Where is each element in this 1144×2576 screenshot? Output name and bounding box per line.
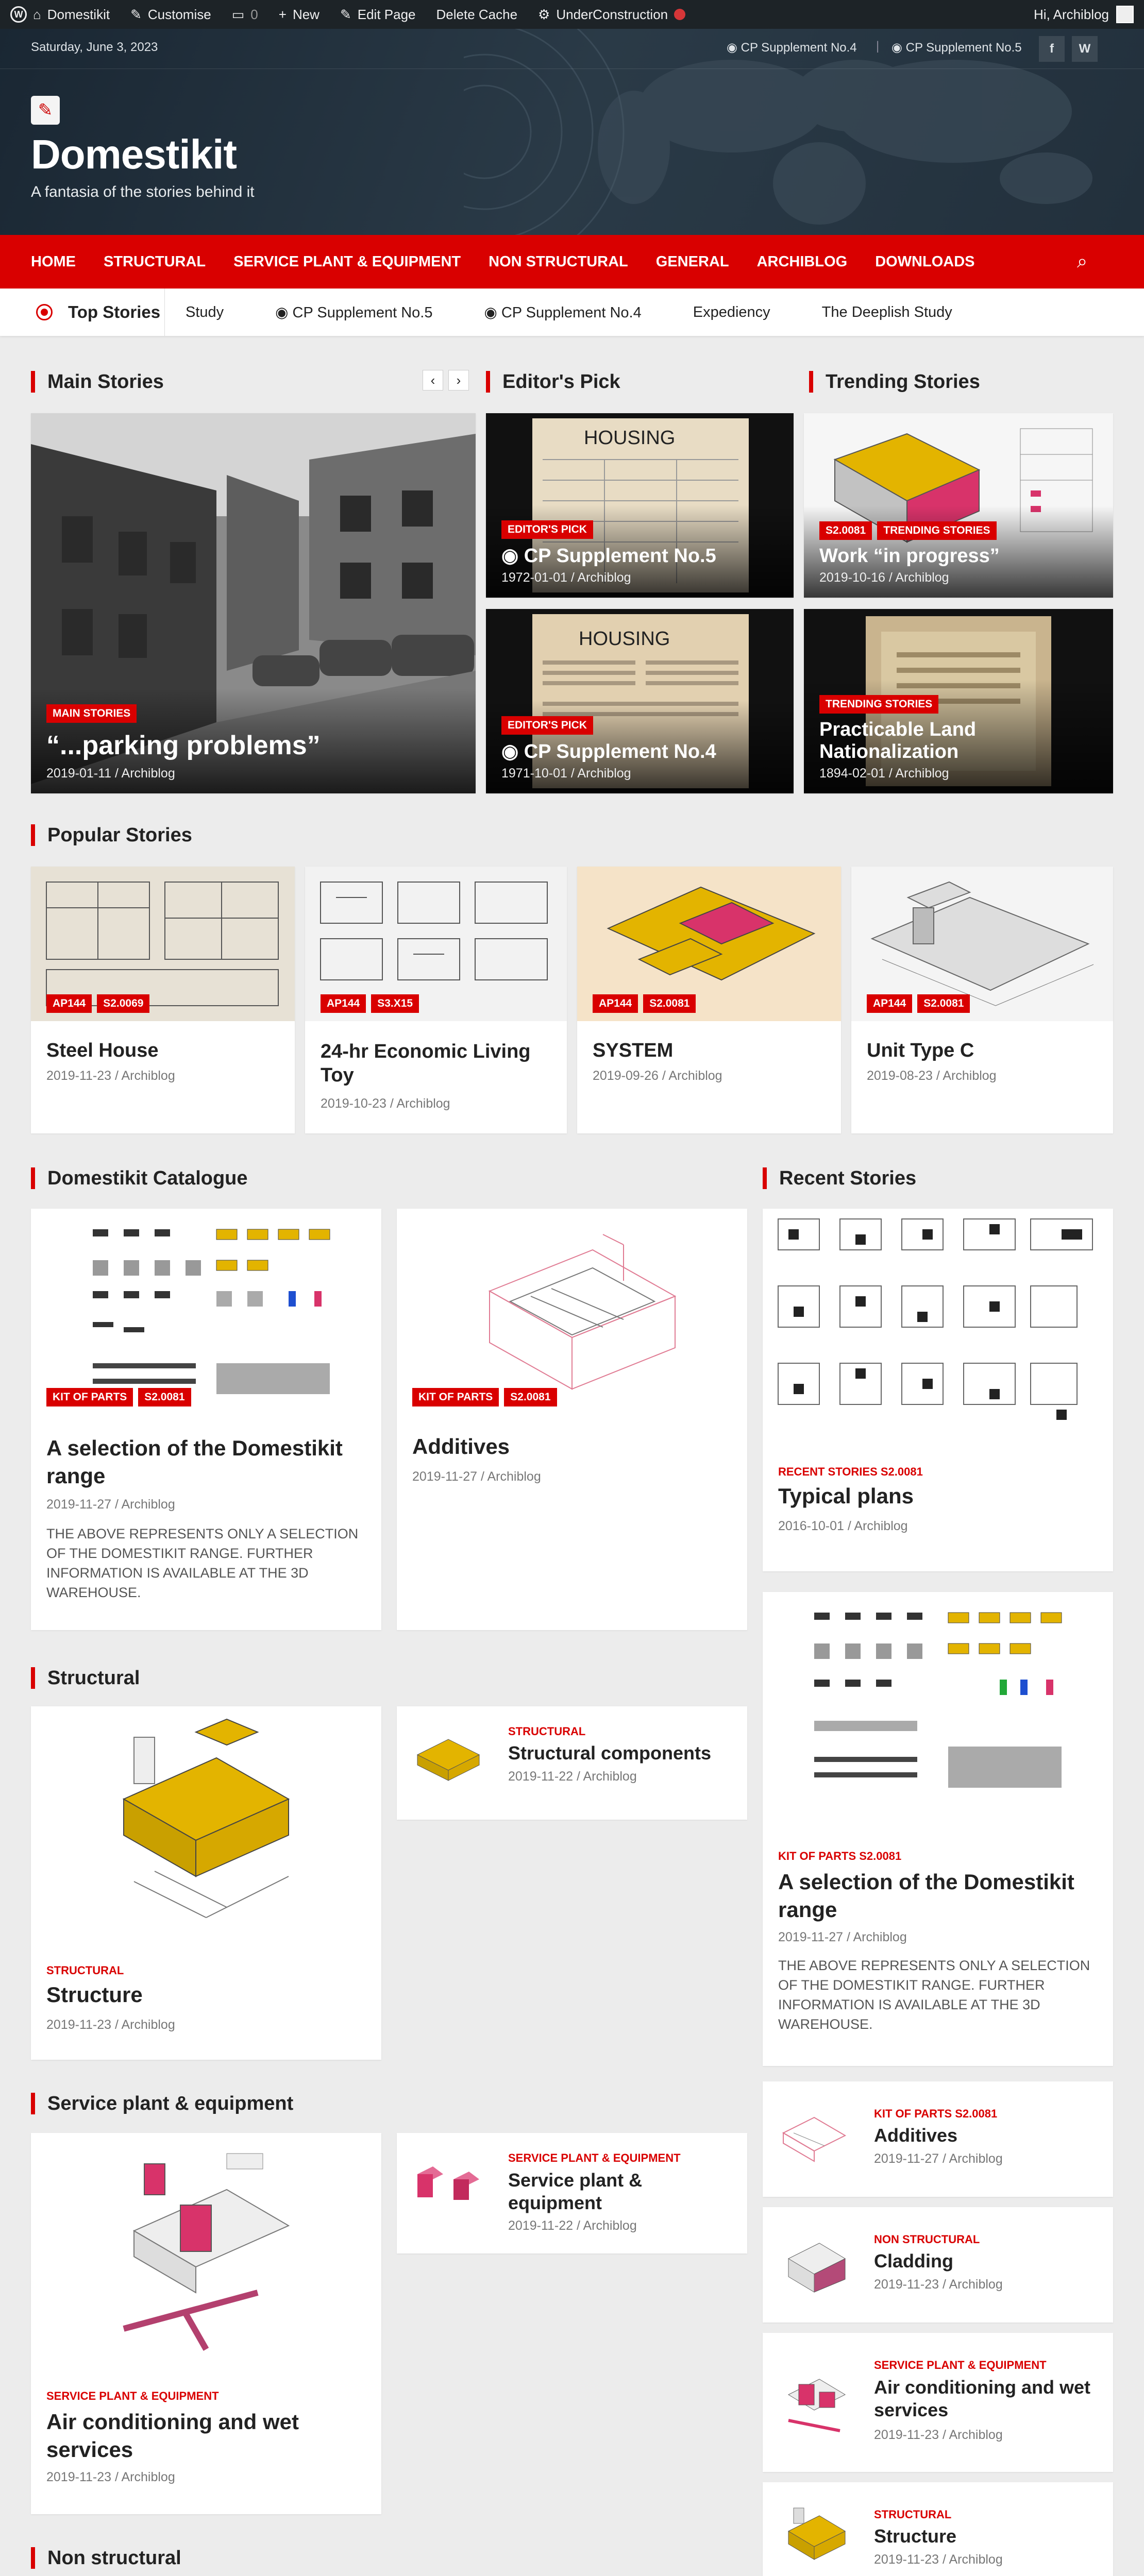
ticker-item-2-label[interactable]: CP Supplement No.5 bbox=[292, 304, 433, 321]
popular-1-author[interactable]: Archiblog bbox=[121, 1069, 175, 1083]
main-navigation bbox=[0, 235, 1144, 289]
admin-delete-cache[interactable] bbox=[436, 7, 518, 23]
nav-archiblog[interactable]: ARCHIBLOG bbox=[756, 253, 848, 270]
recent-list-4-cat[interactable]: STRUCTURAL bbox=[874, 2508, 952, 2521]
site-tagline: A fantasia of the stories behind it bbox=[31, 183, 255, 200]
recent-2-excerpt: THE ABOVE REPRESENTS ONLY A SELECTION OF THE DOMESTIKIT RANGE. FURTHER INFORMATION IS AVAILABLE AT THE 3D WAREHOUSE. bbox=[778, 1958, 1090, 2032]
ticker-label: Top Stories bbox=[68, 302, 161, 321]
ticker-item-3[interactable]: ◉ CP Supplement No.4 bbox=[484, 304, 642, 321]
service-big-title[interactable]: Air conditioning and wet services bbox=[46, 2410, 299, 2462]
additives-image bbox=[448, 1219, 706, 1415]
main-story-author[interactable]: Archiblog bbox=[121, 766, 175, 781]
structure-thumb bbox=[778, 2503, 850, 2570]
admin-new-label[interactable]: New bbox=[292, 6, 319, 22]
plus-icon: + bbox=[278, 6, 287, 22]
nav-non-structural[interactable]: NON STRUCTURAL bbox=[489, 253, 628, 270]
popular-2-author[interactable]: Archiblog bbox=[396, 1096, 450, 1111]
recent-card-typical-plans[interactable]: RECENT STORIES S2.0081 Typical plans 2016-10-01 / Archiblog bbox=[763, 1209, 1113, 1571]
nav-service-plant[interactable]: SERVICE PLANT & EQUIPMENT bbox=[233, 253, 461, 270]
recent-list-3-author[interactable]: Archiblog bbox=[949, 2428, 1003, 2442]
recent-card-domestikit-range[interactable]: KIT OF PARTS S2.0081 A selection of the Domestikit range 2019-11-27 / Archiblog THE ABOVE REPRESENTS ONLY A SELECTION OF THE DOMESTIKIT RANGE. FURTHER INFORMATION IS AVAILABLE AT THE 3D WAREHOUSE. bbox=[763, 1592, 1113, 2066]
admin-account[interactable] bbox=[1034, 6, 1134, 23]
popular-2-date: 2019-10-23 bbox=[321, 1096, 386, 1111]
recent-1-title[interactable]: Typical plans bbox=[778, 1484, 914, 1508]
recent-list-1-title[interactable]: Additives bbox=[874, 2125, 958, 2146]
admin-site-name[interactable]: Domestikit bbox=[47, 6, 110, 22]
structural-components-thumb bbox=[412, 1729, 484, 1791]
trending-2-author[interactable]: Archiblog bbox=[895, 766, 949, 781]
popular-3-badge-2[interactable]: S2.0081 bbox=[643, 994, 696, 1013]
trending-2-badge[interactable]: TRENDING STORIES bbox=[819, 695, 938, 714]
ticker-item-1[interactable]: Study bbox=[186, 303, 224, 320]
gear-icon: ⚙ bbox=[538, 6, 550, 22]
admin-comments[interactable] bbox=[232, 7, 258, 23]
ticker-item-5[interactable]: The Deeplish Study bbox=[821, 303, 952, 320]
heading-editors-pick: Editor's Pick bbox=[486, 371, 620, 393]
site-title[interactable]: Domestikit bbox=[31, 131, 237, 177]
ticker-item-4[interactable]: Expediency bbox=[693, 303, 770, 320]
ticker-item-2[interactable]: ◉ CP Supplement No.5 bbox=[275, 304, 433, 321]
trending-card-1[interactable] bbox=[804, 413, 1113, 598]
trending-2-date: 1894-02-01 bbox=[819, 766, 885, 781]
topbar-link-1-label[interactable]: CP Supplement No.4 bbox=[741, 41, 857, 55]
recent-list-3-date: 2019-11-23 bbox=[874, 2428, 939, 2442]
editors-pick-1-date: 1972-01-01 bbox=[501, 570, 567, 585]
popular-4-date: 2019-08-23 bbox=[867, 1069, 933, 1083]
recent-list-item-3[interactable]: SERVICE PLANT & EQUIPMENT Air conditioning and wet services 2019-11-23 / Archiblog bbox=[763, 2333, 1113, 2472]
site-header bbox=[0, 29, 1144, 235]
pencil-icon: ✎ bbox=[340, 6, 351, 22]
catalogue-card-1[interactable]: KIT OF PARTS S2.0081 A selection of the Domestikit range 2019-11-27 / Archiblog THE ABOVE REPRESENTS ONLY A SELECTION OF THE DOMESTIKIT RANGE. FURTHER INFORMATION IS AVAILABLE AT THE 3D WAREHOUSE. bbox=[31, 1209, 381, 1630]
status-dot-icon bbox=[674, 9, 685, 20]
popular-4-author[interactable]: Archiblog bbox=[943, 1069, 997, 1083]
catalogue-2-badge-2[interactable]: S2.0081 bbox=[504, 1388, 557, 1406]
structural-small-date: 2019-11-22 bbox=[508, 1769, 574, 1784]
editors-pick-card-1[interactable] bbox=[486, 413, 794, 598]
record-icon bbox=[36, 304, 53, 320]
trending-1-author[interactable]: Archiblog bbox=[895, 570, 949, 585]
recent-list-1-date: 2019-11-27 bbox=[874, 2151, 939, 2166]
trending-1-title[interactable]: Work “in progress” bbox=[819, 545, 1000, 567]
service-small-card[interactable]: SERVICE PLANT & EQUIPMENT Service plant & equipment 2019-11-22 / Archiblog bbox=[397, 2133, 747, 2253]
topbar-link-2-label[interactable]: CP Supplement No.5 bbox=[905, 41, 1022, 55]
heading-trending: Trending Stories bbox=[809, 371, 980, 393]
service-small-cat[interactable]: SERVICE PLANT & EQUIPMENT bbox=[508, 2151, 681, 2164]
service-big-date: 2019-11-23 bbox=[46, 2470, 112, 2484]
editors-pick-2-title[interactable]: CP Supplement No.4 bbox=[524, 741, 716, 762]
heading-popular-stories: Popular Stories bbox=[31, 824, 192, 846]
wordpress-logo-icon[interactable]: W bbox=[10, 6, 27, 23]
svg-text:HOUSING: HOUSING bbox=[584, 427, 676, 449]
avatar[interactable] bbox=[1116, 6, 1134, 23]
admin-bar bbox=[0, 0, 1144, 29]
trending-2-overlay: TRENDING STORIES Practicable Land Nationalization 1894-02-01 / Archiblog bbox=[804, 680, 1113, 793]
catalogue-card-2[interactable]: KIT OF PARTS S2.0081 Additives 2019-11-27 / Archiblog bbox=[397, 1209, 747, 1630]
popular-2-badges bbox=[321, 994, 424, 1013]
service-small-date: 2019-11-22 bbox=[508, 2218, 574, 2233]
top-bar bbox=[0, 29, 1144, 69]
editors-pick-2-author[interactable]: Archiblog bbox=[577, 766, 631, 781]
structural-big-cat[interactable]: STRUCTURAL bbox=[46, 1964, 124, 1977]
recent-1-author[interactable]: Archiblog bbox=[854, 1519, 908, 1533]
popular-3-author[interactable]: Archiblog bbox=[668, 1069, 722, 1083]
top-stories-ticker bbox=[0, 289, 1144, 336]
popular-3-badges bbox=[593, 994, 701, 1013]
service-big-card[interactable]: SERVICE PLANT & EQUIPMENT Air conditioning and wet services 2019-11-23 / Archiblog bbox=[31, 2133, 381, 2514]
admin-greeting[interactable]: Hi, Archiblog bbox=[1034, 6, 1109, 22]
additives-thumb bbox=[778, 2107, 850, 2164]
editors-pick-2-title-row[interactable]: ◉ CP Supplement No.4 bbox=[501, 741, 716, 762]
recent-list-3-title[interactable]: Air conditioning and wet services bbox=[874, 2377, 1090, 2420]
service-plant-thumb bbox=[412, 2159, 484, 2210]
meta-separator: / bbox=[114, 766, 119, 781]
admin-site-menu[interactable] bbox=[10, 6, 110, 23]
service-small-title[interactable]: Service plant & equipment bbox=[508, 2170, 643, 2213]
popular-1-badge-1[interactable]: AP144 bbox=[46, 994, 92, 1013]
editors-pick-2-overlay: EDITOR'S PICK ◉ CP Supplement No.4 1971-10-01 / Archiblog bbox=[486, 701, 794, 793]
recent-list-1-cat[interactable]: KIT OF PARTS S2.0081 bbox=[874, 2107, 998, 2120]
popular-1-badge-2[interactable]: S2.0069 bbox=[97, 994, 149, 1013]
recent-2-date: 2019-11-27 bbox=[778, 1930, 844, 1944]
catalogue-2-date: 2019-11-27 bbox=[412, 1469, 478, 1484]
chevron-left-icon[interactable]: ‹ bbox=[423, 370, 443, 391]
recent-list-item-2[interactable]: NON STRUCTURAL Cladding 2019-11-23 / Archiblog bbox=[763, 2207, 1113, 2323]
recent-1-categories[interactable]: RECENT STORIES S2.0081 bbox=[778, 1465, 923, 1478]
popular-2-badge-2[interactable]: S3.X15 bbox=[371, 994, 419, 1013]
catalogue-1-author[interactable]: Archiblog bbox=[121, 1497, 175, 1512]
ticker-item-3-label[interactable]: CP Supplement No.4 bbox=[501, 304, 642, 321]
recent-list-2-cat[interactable]: NON STRUCTURAL bbox=[874, 2233, 980, 2246]
domestikit-range-image bbox=[82, 1219, 340, 1415]
structural-big-author[interactable]: Archiblog bbox=[121, 2018, 175, 2032]
cladding-thumb bbox=[778, 2228, 850, 2295]
trending-1-badge-cat[interactable]: TRENDING STORIES bbox=[877, 521, 996, 540]
service-big-cat[interactable]: SERVICE PLANT & EQUIPMENT bbox=[46, 2389, 219, 2402]
search-icon[interactable]: ⌕ bbox=[1077, 250, 1088, 272]
heading-non-structural: Non structural bbox=[31, 2547, 181, 2569]
chevron-right-icon[interactable]: › bbox=[448, 370, 469, 391]
editors-pick-1-overlay: EDITOR'S PICK ◉ CP Supplement No.5 1972-01-01 / Archiblog bbox=[486, 505, 794, 598]
admin-customise-label[interactable]: Customise bbox=[147, 6, 211, 22]
heading-service-plant: Service plant & equipment bbox=[31, 2093, 293, 2114]
catalogue-1-date: 2019-11-27 bbox=[46, 1497, 112, 1512]
svg-text:HOUSING: HOUSING bbox=[579, 628, 670, 650]
editors-pick-2-badge[interactable]: EDITOR'S PICK bbox=[501, 716, 593, 735]
structural-big-card[interactable]: STRUCTURAL Structure 2019-11-23 / Archiblog bbox=[31, 1706, 381, 2060]
home-icon: ⌂ bbox=[33, 6, 41, 22]
recent-2-title[interactable]: A selection of the Domestikit range bbox=[778, 1870, 1074, 1922]
admin-new[interactable] bbox=[279, 7, 319, 23]
popular-3-date: 2019-09-26 bbox=[593, 1069, 659, 1083]
recent-2-author[interactable]: Archiblog bbox=[853, 1930, 907, 1944]
trending-1-badge-code[interactable]: S2.0081 bbox=[819, 521, 872, 540]
popular-1-date: 2019-11-23 bbox=[46, 1069, 112, 1083]
catalogue-1-badge-1[interactable]: KIT OF PARTS bbox=[46, 1388, 133, 1406]
recent-list-2-author[interactable]: Archiblog bbox=[949, 2277, 1003, 2292]
admin-edit-page-label[interactable]: Edit Page bbox=[357, 6, 416, 22]
recent-list-4-title[interactable]: Structure bbox=[874, 2526, 957, 2547]
topbar-divider: | bbox=[876, 39, 880, 53]
editors-pick-1-badge[interactable]: EDITOR'S PICK bbox=[501, 520, 593, 539]
main-story-badge[interactable]: MAIN STORIES bbox=[46, 704, 137, 723]
recent-list-4-author[interactable]: Archiblog bbox=[949, 2552, 1003, 2567]
recent-2-categories[interactable]: KIT OF PARTS S2.0081 bbox=[778, 1850, 902, 1862]
facebook-icon[interactable]: f bbox=[1039, 36, 1065, 62]
editors-pick-card-2[interactable] bbox=[486, 609, 794, 793]
editors-pick-2-date: 1971-10-01 bbox=[501, 766, 567, 781]
main-story-card[interactable] bbox=[31, 413, 476, 793]
catalogue-2-author[interactable]: Archiblog bbox=[487, 1469, 541, 1484]
admin-under-construction-label[interactable]: UnderConstruction bbox=[556, 6, 668, 22]
service-small-author[interactable]: Archiblog bbox=[583, 2218, 637, 2233]
admin-under-construction[interactable] bbox=[538, 7, 685, 23]
trending-2-title[interactable]: Practicable Land Nationalization bbox=[819, 719, 977, 762]
popular-card-2[interactable]: AP144 S3.X15 24-hr Economic Living Toy 2019-10-23 / Archiblog bbox=[305, 867, 567, 1133]
trending-1-overlay: S2.0081 TRENDING STORIES Work “in progress” 2019-10-16 / Archiblog bbox=[804, 506, 1113, 598]
domestikit-range-image-2 bbox=[804, 1602, 1072, 1808]
catalogue-1-title[interactable]: A selection of the Domestikit range bbox=[46, 1436, 343, 1488]
catalogue-1-badges bbox=[46, 1388, 196, 1406]
wordpress-icon[interactable]: W bbox=[1072, 36, 1098, 62]
trending-1-date: 2019-10-16 bbox=[819, 570, 885, 585]
popular-card-3[interactable]: AP144 S2.0081 SYSTEM 2019-09-26 / Archiblog bbox=[577, 867, 841, 1133]
popular-3-title[interactable]: SYSTEM bbox=[593, 1040, 674, 1061]
nav-home[interactable]: HOME bbox=[31, 253, 76, 270]
catalogue-1-excerpt: THE ABOVE REPRESENTS ONLY A SELECTION OF THE DOMESTIKIT RANGE. FURTHER INFORMATION IS AVAILABLE AT THE 3D WAREHOUSE. bbox=[46, 1526, 359, 1600]
ticker-label-box bbox=[0, 289, 165, 336]
main-story-title[interactable]: “...parking problems” bbox=[46, 731, 321, 760]
admin-comments-count: 0 bbox=[250, 6, 258, 22]
popular-3-badge-1[interactable]: AP144 bbox=[593, 994, 638, 1013]
heading-catalogue: Domestikit Catalogue bbox=[31, 1167, 248, 1189]
admin-customise[interactable] bbox=[130, 7, 211, 23]
recent-list-item-1[interactable]: KIT OF PARTS S2.0081 Additives 2019-11-27 / Archiblog bbox=[763, 2081, 1113, 2197]
admin-edit-page[interactable] bbox=[340, 7, 416, 23]
catalogue-1-badge-2[interactable]: S2.0081 bbox=[138, 1388, 191, 1406]
popular-1-badges bbox=[46, 994, 155, 1013]
main-story-date: 2019-01-11 bbox=[46, 766, 112, 781]
recent-list-1-author[interactable]: Archiblog bbox=[949, 2151, 1003, 2166]
popular-4-title[interactable]: Unit Type C bbox=[867, 1040, 974, 1061]
nav-downloads[interactable]: DOWNLOADS bbox=[875, 253, 975, 270]
structural-small-author[interactable]: Archiblog bbox=[583, 1769, 637, 1784]
heading-recent-stories: Recent Stories bbox=[763, 1167, 916, 1189]
recent-list-item-4[interactable]: STRUCTURAL Structure 2019-11-23 / Archiblog bbox=[763, 2482, 1113, 2576]
recent-list-3-cat[interactable]: SERVICE PLANT & EQUIPMENT bbox=[874, 2359, 1047, 2371]
topbar-link-2[interactable]: ◉ CP Supplement No.5 bbox=[891, 41, 1022, 55]
popular-2-badge-1[interactable]: AP144 bbox=[321, 994, 366, 1013]
air-conditioning-thumb bbox=[778, 2364, 850, 2436]
editors-pick-1-author[interactable]: Archiblog bbox=[577, 570, 631, 585]
comment-icon: ▭ bbox=[231, 6, 245, 22]
trending-card-2[interactable] bbox=[804, 609, 1113, 793]
catalogue-2-title[interactable]: Additives bbox=[412, 1434, 510, 1459]
heading-structural: Structural bbox=[31, 1667, 140, 1689]
service-big-author[interactable]: Archiblog bbox=[121, 2470, 175, 2484]
main-story-overlay bbox=[31, 689, 476, 793]
structural-big-date: 2019-11-23 bbox=[46, 2018, 112, 2032]
structural-small-title[interactable]: Structural components bbox=[508, 1742, 712, 1764]
recent-list-2-title[interactable]: Cladding bbox=[874, 2250, 953, 2272]
heading-main-stories: Main Stories bbox=[31, 371, 164, 393]
popular-4-badge-2[interactable]: S2.0081 bbox=[917, 994, 970, 1013]
catalogue-2-badges bbox=[412, 1388, 562, 1406]
structure-image bbox=[103, 1717, 309, 1923]
nav-general[interactable]: GENERAL bbox=[655, 253, 729, 270]
popular-1-title[interactable]: Steel House bbox=[46, 1040, 159, 1061]
popular-4-badge-1[interactable]: AP144 bbox=[867, 994, 912, 1013]
structural-small-cat[interactable]: STRUCTURAL bbox=[508, 1725, 586, 1738]
popular-card-1[interactable]: AP144 S2.0069 Steel House 2019-11-23 / Archiblog bbox=[31, 867, 295, 1133]
recent-list-2-date: 2019-11-23 bbox=[874, 2277, 939, 2292]
structural-big-title[interactable]: Structure bbox=[46, 1982, 143, 2007]
recent-1-date: 2016-10-01 bbox=[778, 1519, 844, 1533]
admin-delete-cache-label[interactable]: Delete Cache bbox=[436, 6, 518, 22]
brush-icon: ✎ bbox=[130, 6, 142, 22]
popular-4-badges bbox=[867, 994, 975, 1013]
typical-plans-image bbox=[773, 1214, 1103, 1430]
air-conditioning-image bbox=[103, 2143, 309, 2360]
recent-list-4-date: 2019-11-23 bbox=[874, 2552, 939, 2567]
site-logo-icon[interactable]: ✎ bbox=[31, 96, 60, 125]
popular-2-title[interactable]: 24-hr Economic Living Toy bbox=[321, 1041, 531, 1086]
popular-card-4[interactable]: AP144 S2.0081 Unit Type C 2019-08-23 / Archiblog bbox=[851, 867, 1113, 1133]
nav-structural[interactable]: STRUCTURAL bbox=[104, 253, 206, 270]
current-date: Saturday, June 3, 2023 bbox=[31, 40, 158, 54]
editors-pick-1-title[interactable]: CP Supplement No.5 bbox=[524, 545, 716, 567]
editors-pick-1-title-row[interactable]: ◉ CP Supplement No.5 bbox=[501, 545, 716, 567]
catalogue-2-badge-1[interactable]: KIT OF PARTS bbox=[412, 1388, 499, 1406]
topbar-link-1[interactable]: ◉ CP Supplement No.4 bbox=[727, 41, 857, 55]
structural-small-card[interactable]: STRUCTURAL Structural components 2019-11-22 / Archiblog bbox=[397, 1706, 747, 1820]
